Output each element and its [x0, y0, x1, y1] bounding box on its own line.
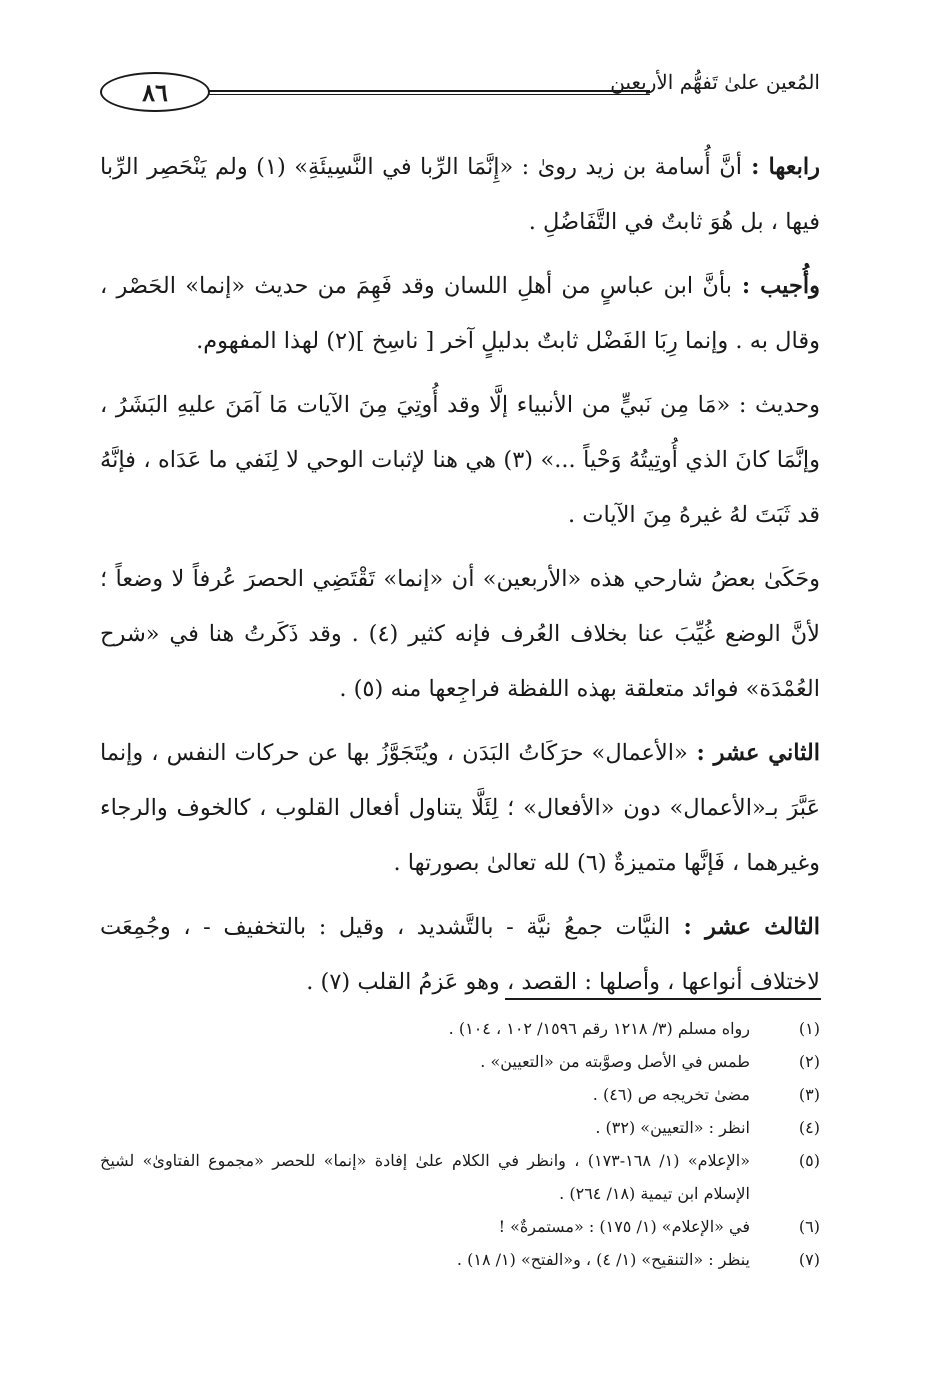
- footnote-text: رواه مسلم (٣/ ١٢١٨ رقم ١٥٩٦/ ١٠٢ ، ١٠٤) .: [448, 1019, 750, 1038]
- page-header: [100, 60, 820, 118]
- footnote-text: انظر : «التعيين» (٣٢) .: [595, 1118, 750, 1137]
- footnote-number: (٤): [798, 1118, 820, 1137]
- footnote-text: «الإعلام» (١/ ١٦٨-١٧٣) ، وانظر في الكلام علىٰ إفادة «إنما» للحصر «مجموع الفتاوىٰ» لشيخ الإسلام ابن تيمية (١٨/ ٢٦٤) .: [100, 1151, 750, 1203]
- paragraph-lead: وأُجيب :: [732, 273, 820, 299]
- footnote-7: [100, 1243, 820, 1276]
- footnote-2: [100, 1045, 820, 1078]
- paragraph-4: [100, 552, 820, 717]
- page-number: ٨٦: [100, 72, 210, 112]
- paragraph-lead: الثالث عشر :: [670, 914, 821, 940]
- footnote-text: ينظر : «التنقيح» (١/ ٤) ، و«الفتح» (١/ ١٨) .: [456, 1250, 750, 1269]
- footnote-text: طمس في الأصل وصوَّبته من «التعيين» .: [480, 1052, 750, 1071]
- footnote-number: (٧): [798, 1250, 820, 1269]
- paragraph-1: [100, 140, 820, 250]
- header-rule-thin: [208, 94, 650, 95]
- footnote-5: [100, 1144, 820, 1210]
- footnotes: [100, 1012, 820, 1276]
- paragraph-lead: رابعها :: [741, 154, 820, 180]
- footnote-text: في «الإعلام» (١/ ١٧٥) : «مستمرةٌ» !: [498, 1217, 750, 1236]
- footnote-number: (٦): [798, 1217, 820, 1236]
- paragraph-3: [100, 378, 820, 543]
- paragraph-text: النيَّات جمعُ نيَّة - بالتَّشديد ، وقيل : بالتخفيف - ، وجُمِعَت لاختلاف أنواعها ، وأصلها : القصد ، وهو عَزمُ القلب (٧) .: [100, 914, 820, 995]
- footnote-number: (١): [798, 1019, 820, 1038]
- paragraph-text: وحديث : «مَا مِن نَبيٍّ من الأنبياء إلَّا وقد أُوتِيَ مِنَ الآيات مَا آمَنَ عليهِ البَشَرُ ، وإنَّمَا كانَ الذي أُوتِيتُهُ وَحْياً ...» (٣) هي هنا لإثبات الوحي لا لِنَفي ما عَدَاه ، فإنَّهُ قد ثَبَتَ لهُ غيرهُ مِنَ الآيات .: [100, 392, 820, 528]
- paragraph-2: [100, 259, 820, 369]
- running-title: المُعين علىٰ تَفهُّم الأربعين: [610, 70, 820, 94]
- footnote-6: [100, 1210, 820, 1243]
- paragraph-text: وحَكَىٰ بعضُ شارحي هذه «الأربعين» أن «إنما» تَقْتَضِي الحصرَ عُرفاً لا وضعاً ؛ لأنَّ الوضع غُيِّبَ عنا بخلاف العُرف فإنه كثير (٤) . وقد ذَكَرتُ هنا في «شرح العُمْدَة» فوائد متعلقة بهذه اللفظة فراجِعها منه (٥) .: [100, 566, 820, 702]
- paragraph-6: [100, 900, 820, 1010]
- main-text: [100, 140, 820, 1019]
- footnote-text: مضىٰ تخريجه ص (٤٦) .: [592, 1085, 750, 1104]
- paragraph-5: [100, 726, 820, 891]
- paragraph-text: بأنَّ ابن عباسٍ من أهلِ اللسان وقد فَهِمَ من حديث «إنما» الحَصْر ، وقال به . وإنما رِبَا الفَضْل ثابتٌ بدليلٍ آخر [ ناسِخ ](٢) لهذا المفهوم.: [100, 273, 820, 354]
- paragraph-text: أنَّ أُسامة بن زيد روىٰ : «إِنَّمَا الرِّبا في النَّسِيئَةِ» (١) ولم يَنْحَصِر الرِّبا فيها ، بل هُوَ ثابتٌ في التَّفَاضُلِ .: [100, 154, 820, 235]
- paragraph-lead: الثاني عشر :: [687, 740, 820, 766]
- footnote-4: [100, 1111, 820, 1144]
- footnote-separator: [505, 998, 821, 1000]
- footnote-number: (٢): [798, 1052, 820, 1071]
- footnote-1: [100, 1012, 820, 1045]
- footnote-number: (٣): [798, 1085, 820, 1104]
- footnote-number: (٥): [798, 1151, 820, 1170]
- header-rule: [208, 90, 650, 92]
- footnote-3: [100, 1078, 820, 1111]
- paragraph-text: «الأعمال» حرَكَاتُ البَدَن ، ويُتَجَوَّزُ بها عن حركات النفس ، وإنما عَبَّرَ بـ«الأعمال» دون «الأفعال» ؛ لِئَلَّا يتناول أفعال القلوب ، كالخوف والرجاء وغيرهما ، فَإنَّها متميزةٌ (٦) لله تعالىٰ بصورتها .: [100, 740, 820, 876]
